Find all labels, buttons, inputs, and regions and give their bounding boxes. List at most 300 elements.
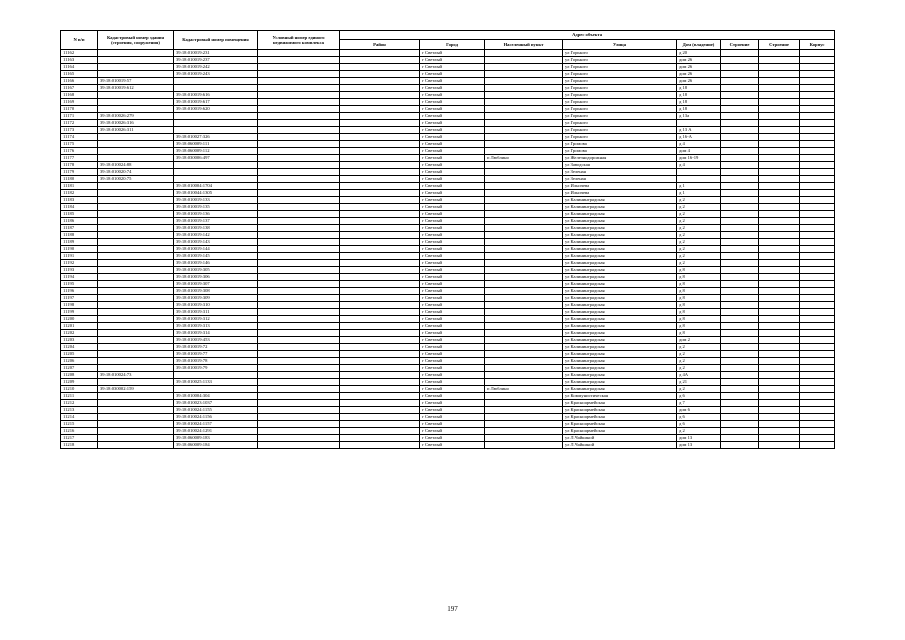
city-cell: г Светлый [420,85,485,92]
house-cell: д 1 [677,190,721,197]
conditional-complex-cell [258,106,340,113]
conditional-complex-cell [258,428,340,435]
conditional-complex-cell [258,358,340,365]
structure-cell [721,71,759,78]
conditional-complex-cell [258,78,340,85]
building-cell [759,155,800,162]
cadastral-building-cell [98,281,174,288]
district-cell [340,344,420,351]
korpus-cell [800,50,835,57]
city-cell: г Светлый [420,295,485,302]
cadastral-premises-cell: 39:18:010019:135 [174,204,258,211]
city-cell: г Светлый [420,127,485,134]
street-cell: ул Горького [563,85,677,92]
table-row [61,351,835,358]
district-cell [340,316,420,323]
korpus-cell [800,365,835,372]
table-row [61,225,835,232]
conditional-complex-cell [258,232,340,239]
building-cell [759,57,800,64]
cadastral-building-cell: 39:18:010026:311 [98,127,174,134]
structure-cell [721,386,759,393]
row-number-cell: 11199 [61,309,98,316]
structure-cell [721,246,759,253]
cadastral-building-cell: 39:18:010024:73 [98,372,174,379]
district-cell [340,113,420,120]
district-cell [340,162,420,169]
korpus-cell [800,78,835,85]
street-cell: ул Калининградская [563,225,677,232]
korpus-cell [800,155,835,162]
conditional-complex-cell [258,372,340,379]
row-number-cell: 11202 [61,330,98,337]
korpus-cell [800,113,835,120]
cadastral-premises-cell: 39:18:010019:78 [174,358,258,365]
row-number-cell: 11187 [61,225,98,232]
cadastral-building-cell [98,183,174,190]
house-cell: д 20 [677,50,721,57]
conditional-complex-cell [258,295,340,302]
house-cell: д 18 [677,92,721,99]
cadastral-premises-cell [174,120,258,127]
city-cell: г Светлый [420,442,485,449]
cadastral-premises-cell: 39:18:010027:326 [174,134,258,141]
row-number-cell: 11164 [61,64,98,71]
table-row [61,134,835,141]
row-number-cell: 11173 [61,127,98,134]
city-cell: г Светлый [420,365,485,372]
register-sheet [60,30,834,449]
cadastral-building-cell [98,302,174,309]
cadastral-premises-cell: 39:18:060009:111 [174,141,258,148]
city-cell: г Светлый [420,190,485,197]
korpus-cell [800,358,835,365]
row-number-cell: 11205 [61,351,98,358]
cadastral-building-cell [98,442,174,449]
structure-cell [721,428,759,435]
building-cell [759,379,800,386]
cadastral-building-cell [98,407,174,414]
row-number-cell: 11183 [61,197,98,204]
building-cell [759,218,800,225]
table-row [61,71,835,78]
conditional-complex-cell [258,386,340,393]
settlement-cell [485,253,563,260]
cadastral-building-cell [98,351,174,358]
structure-cell [721,190,759,197]
settlement-cell [485,120,563,127]
conditional-complex-cell [258,190,340,197]
house-cell: дом 26 [677,71,721,78]
settlement-cell [485,197,563,204]
table-row [61,211,835,218]
cadastral-building-cell [98,344,174,351]
cadastral-premises-cell: 39:18:010004:304 [174,393,258,400]
structure-cell [721,365,759,372]
building-cell [759,113,800,120]
table-row [61,169,835,176]
street-cell: ул Громова [563,141,677,148]
building-cell [759,281,800,288]
structure-cell [721,442,759,449]
street-cell: ул Красноармейская [563,421,677,428]
city-cell: г Светлый [420,372,485,379]
street-cell: ул Калининградская [563,302,677,309]
cadastral-premises-cell: 39:18:010024:1157 [174,421,258,428]
conditional-complex-cell [258,442,340,449]
house-cell: дом 13 [677,442,721,449]
structure-cell [721,435,759,442]
table-row [61,183,835,190]
street-cell: ул Ильичева [563,190,677,197]
conditional-complex-cell [258,316,340,323]
row-number-cell: 11178 [61,162,98,169]
district-cell [340,127,420,134]
cadastral-building-cell [98,190,174,197]
building-cell [759,267,800,274]
korpus-cell [800,162,835,169]
conditional-complex-cell [258,239,340,246]
city-cell: г Светлый [420,358,485,365]
table-row [61,50,835,57]
street-cell: ул Калининградская [563,281,677,288]
row-number-cell: 11203 [61,337,98,344]
conditional-complex-cell [258,64,340,71]
settlement-cell [485,232,563,239]
korpus-cell [800,288,835,295]
district-cell [340,330,420,337]
structure-cell [721,358,759,365]
house-cell: д 1 [677,183,721,190]
house-cell: дом 26 [677,78,721,85]
settlement-cell [485,204,563,211]
street-cell: ул Горького [563,92,677,99]
conditional-complex-cell [258,134,340,141]
structure-cell [721,57,759,64]
conditional-complex-cell [258,379,340,386]
building-cell [759,134,800,141]
table-row [61,85,835,92]
table-row [61,78,835,85]
district-cell [340,211,420,218]
settlement-cell [485,218,563,225]
cadastral-building-cell: 39:18:030002:159 [98,386,174,393]
district-cell [340,442,420,449]
settlement-cell [485,281,563,288]
structure-cell [721,316,759,323]
cadastral-building-cell [98,393,174,400]
conditional-complex-cell [258,309,340,316]
header-city: Город [420,40,485,50]
district-cell [340,309,420,316]
structure-cell [721,393,759,400]
building-cell [759,127,800,134]
row-number-cell: 11171 [61,113,98,120]
house-cell: д 8 [677,267,721,274]
structure-cell [721,169,759,176]
row-number-cell: 11206 [61,358,98,365]
cadastral-premises-cell: 39:18:010019:314 [174,330,258,337]
district-cell [340,379,420,386]
cadastral-building-cell [98,211,174,218]
cadastral-building-cell [98,71,174,78]
conditional-complex-cell [258,337,340,344]
settlement-cell [485,351,563,358]
structure-cell [721,421,759,428]
cadastral-premises-cell: 39:18:010019:310 [174,302,258,309]
korpus-cell [800,211,835,218]
settlement-cell [485,239,563,246]
korpus-cell [800,295,835,302]
house-cell: д 8 [677,281,721,288]
structure-cell [721,414,759,421]
building-cell [759,372,800,379]
settlement-cell [485,414,563,421]
row-number-cell: 11210 [61,386,98,393]
building-cell [759,246,800,253]
building-cell [759,78,800,85]
structure-cell [721,232,759,239]
building-cell [759,316,800,323]
cadastral-premises-cell: 39:18:010024:1156 [174,414,258,421]
cadastral-premises-cell: 39:18:010019:146 [174,260,258,267]
cadastral-building-cell [98,358,174,365]
city-cell: г Светлый [420,78,485,85]
building-cell [759,239,800,246]
cadastral-building-cell [98,148,174,155]
district-cell [340,295,420,302]
structure-cell [721,344,759,351]
building-cell [759,106,800,113]
house-cell: д 2 [677,232,721,239]
house-cell: дом 26 [677,64,721,71]
structure-cell [721,372,759,379]
row-number-cell: 11165 [61,71,98,78]
korpus-cell [800,421,835,428]
row-number-cell: 11204 [61,344,98,351]
structure-cell [721,407,759,414]
korpus-cell [800,134,835,141]
cadastral-building-cell [98,246,174,253]
street-cell: ул Калининградская [563,246,677,253]
house-cell: дом 2 [677,337,721,344]
street-cell: ул Калининградская [563,330,677,337]
city-cell: г Светлый [420,71,485,78]
conditional-complex-cell [258,421,340,428]
structure-cell [721,134,759,141]
cadastral-building-cell [98,400,174,407]
city-cell: г Светлый [420,267,485,274]
settlement-cell [485,309,563,316]
table-row [61,162,835,169]
building-cell [759,169,800,176]
conditional-complex-cell [258,50,340,57]
district-cell [340,190,420,197]
house-cell: д 8 [677,330,721,337]
row-number-cell: 11209 [61,379,98,386]
street-cell: ул Железнодорожная [563,155,677,162]
house-cell: д 6 [677,414,721,421]
cadastral-premises-cell: 39:18:010019:306 [174,274,258,281]
district-cell [340,120,420,127]
building-cell [759,365,800,372]
cadastral-premises-cell: 39:18:010019:237 [174,57,258,64]
korpus-cell [800,106,835,113]
city-cell: г Светлый [420,141,485,148]
building-cell [759,85,800,92]
settlement-cell [485,295,563,302]
table-row [61,127,835,134]
building-cell [759,407,800,414]
row-number-cell: 11195 [61,281,98,288]
settlement-cell [485,288,563,295]
cadastral-premises-cell: 39:18:010019:77 [174,351,258,358]
structure-cell [721,288,759,295]
settlement-cell [485,50,563,57]
table-row [61,400,835,407]
structure-cell [721,351,759,358]
table-row [61,141,835,148]
settlement-cell [485,372,563,379]
building-cell [759,183,800,190]
korpus-cell [800,260,835,267]
conditional-complex-cell [258,281,340,288]
structure-cell [721,106,759,113]
conditional-complex-cell [258,197,340,204]
structure-cell [721,295,759,302]
table-row [61,323,835,330]
cadastral-premises-cell: 39:18:010019:243 [174,71,258,78]
building-cell [759,274,800,281]
settlement-cell [485,183,563,190]
district-cell [340,358,420,365]
cadastral-premises-cell: 39:18:060009:183 [174,435,258,442]
street-cell: ул Калининградская [563,288,677,295]
structure-cell [721,92,759,99]
cadastral-premises-cell [174,127,258,134]
table-row [61,113,835,120]
district-cell [340,288,420,295]
street-cell: ул Калининградская [563,267,677,274]
korpus-cell [800,218,835,225]
cadastral-building-cell: 39:18:010020:74 [98,169,174,176]
building-cell [759,260,800,267]
structure-cell [721,309,759,316]
header-structure: Строение [721,40,759,50]
settlement-cell [485,134,563,141]
city-cell: г Светлый [420,113,485,120]
korpus-cell [800,323,835,330]
street-cell: ул Калининградская [563,365,677,372]
street-cell: ул Л.Чайкиной [563,442,677,449]
settlement-cell [485,127,563,134]
table-row [61,372,835,379]
street-cell: ул Калининградская [563,204,677,211]
house-cell: д 2 [677,211,721,218]
cadastral-building-cell [98,134,174,141]
street-cell: ул Калининградская [563,274,677,281]
cadastral-building-cell [98,274,174,281]
street-cell: ул Красноармейская [563,414,677,421]
row-number-cell: 11189 [61,239,98,246]
district-cell [340,267,420,274]
row-number-cell: 11167 [61,85,98,92]
row-number-cell: 11190 [61,246,98,253]
settlement-cell [485,162,563,169]
header-building: Строение [759,40,800,50]
settlement-cell [485,113,563,120]
cadastral-premises-cell: 39:18:010019:313 [174,323,258,330]
table-row [61,337,835,344]
street-cell: ул Калининградская [563,218,677,225]
street-cell: ул Калининградская [563,372,677,379]
cadastral-building-cell: 39:18:010026:279 [98,113,174,120]
row-number-cell: 11170 [61,106,98,113]
street-cell: ул Горького [563,134,677,141]
city-cell: г Светлый [420,50,485,57]
city-cell: г Светлый [420,274,485,281]
cadastral-building-cell [98,218,174,225]
cadastral-premises-cell: 39:18:010019:143 [174,239,258,246]
row-number-cell: 11193 [61,267,98,274]
table-row [61,155,835,162]
district-cell [340,323,420,330]
building-cell [759,211,800,218]
city-cell: г Светлый [420,197,485,204]
building-cell [759,253,800,260]
city-cell: г Светлый [420,323,485,330]
district-cell [340,141,420,148]
row-number-cell: 11198 [61,302,98,309]
structure-cell [721,155,759,162]
cadastral-building-cell [98,428,174,435]
street-cell: ул Калининградская [563,316,677,323]
building-cell [759,190,800,197]
structure-cell [721,323,759,330]
settlement-cell [485,176,563,183]
table-row [61,421,835,428]
row-number-cell: 11196 [61,288,98,295]
row-number-cell: 11200 [61,316,98,323]
cadastral-building-cell [98,197,174,204]
table-row [61,92,835,99]
structure-cell [721,148,759,155]
city-cell: г Светлый [420,183,485,190]
cadastral-building-cell [98,414,174,421]
structure-cell [721,400,759,407]
row-number-cell: 11216 [61,428,98,435]
header-cadastral-premises: Кадастровый номер помещения [174,31,258,50]
row-number-cell: 11174 [61,134,98,141]
korpus-cell [800,274,835,281]
district-cell [340,148,420,155]
district-cell [340,351,420,358]
cadastral-building-cell [98,92,174,99]
district-cell [340,134,420,141]
building-cell [759,351,800,358]
house-cell: д 2 [677,253,721,260]
building-cell [759,162,800,169]
cadastral-building-cell [98,99,174,106]
cadastral-premises-cell: 39:18:010019:242 [174,64,258,71]
street-cell: ул Горького [563,127,677,134]
korpus-cell [800,344,835,351]
korpus-cell [800,428,835,435]
house-cell: д 8 [677,323,721,330]
street-cell: ул Калининградская [563,337,677,344]
cadastral-building-cell [98,260,174,267]
structure-cell [721,225,759,232]
